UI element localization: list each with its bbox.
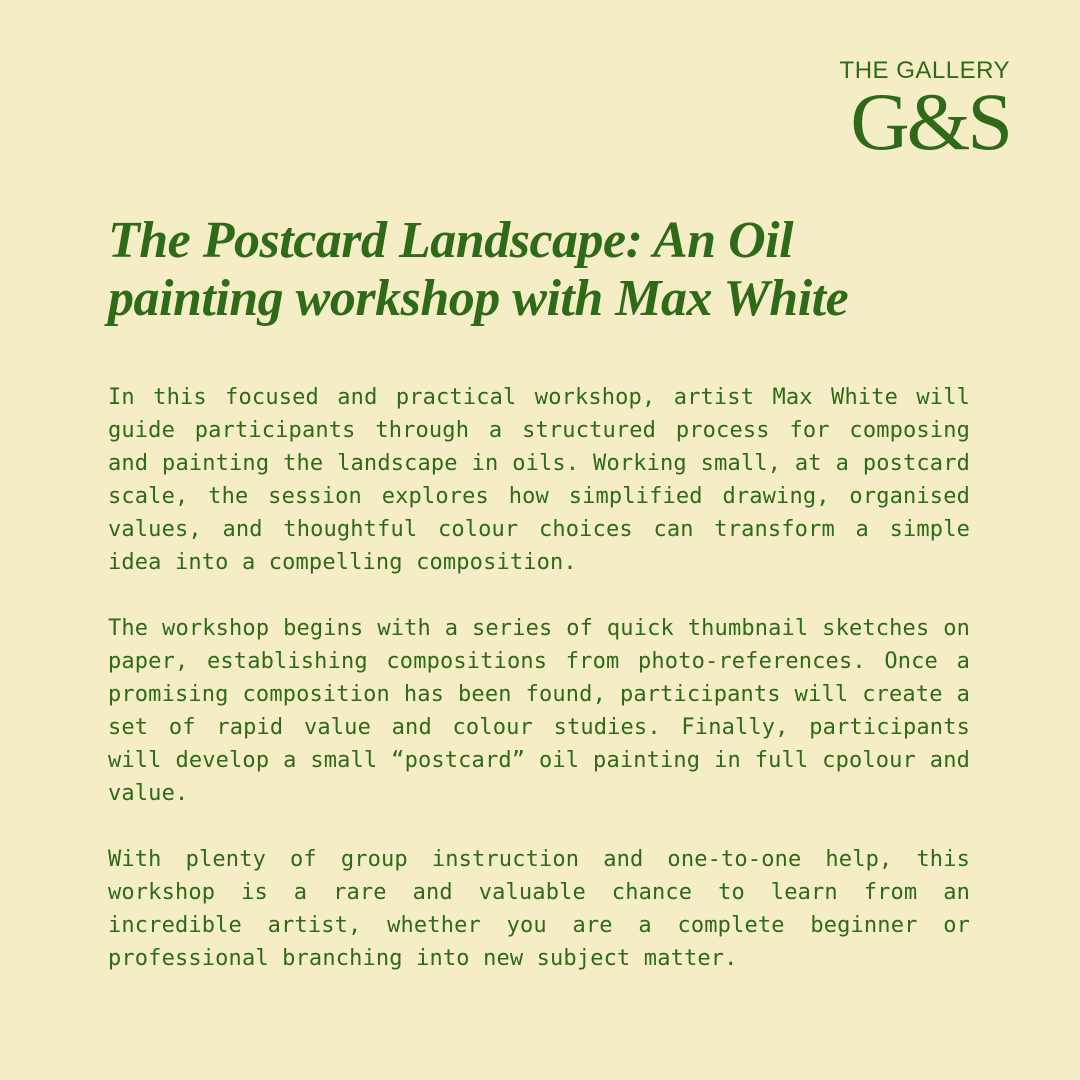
article-body	[108, 381, 970, 1008]
page-title: The Postcard Landscape: An Oil painting workshop with Max White	[108, 212, 849, 327]
paragraph-3: With plenty of group instruction and one-to-one help, this workshop is a rare and valuable chance to learn from an incredible artist, whether you are a complete beginner or professional branching into new subject matter.	[108, 847, 970, 971]
paragraph-2: The workshop begins with a series of quick thumbnail sketches on paper, establishing compositions from photo-references. Once a promising composition has been found, participants will create a set of rapid value and colour studies. Finally, participants will develop a small “postcard” oil painting in full cpolour and value.	[108, 616, 970, 806]
gallery-logo	[820, 57, 1010, 167]
logo-top-text: THE GALLERY	[839, 57, 1010, 84]
paragraph-1: In this focused and practical workshop, artist Max White will guide participants through a structured process for composing and painting the landscape in oils. Working small, at a postcard scale, the session explores how simplified drawing, organised values, and thoughtful colour choices can transform a simple idea into a compelling composition.	[108, 385, 970, 575]
logo-mark: G&S	[850, 76, 1010, 167]
